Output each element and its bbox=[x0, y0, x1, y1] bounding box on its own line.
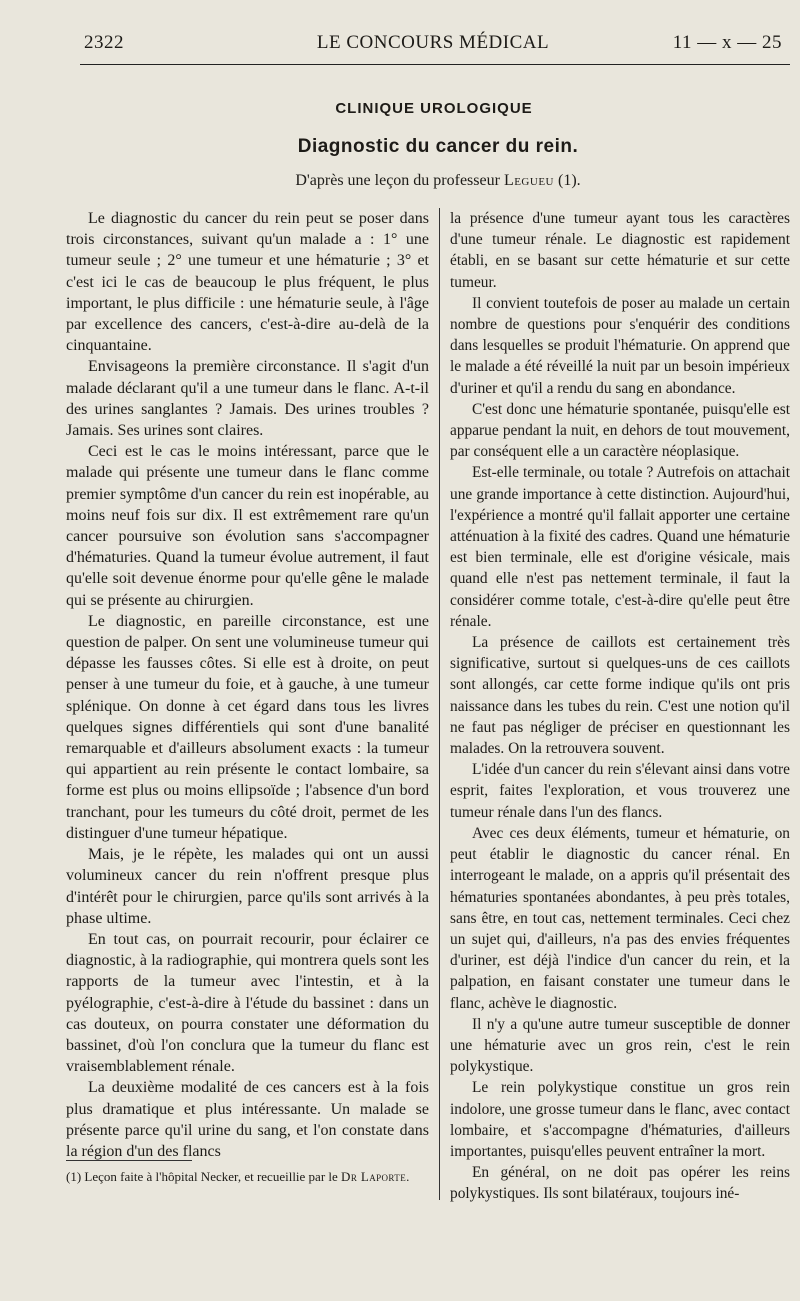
paragraph: Avec ces deux éléments, tumeur et hématurie, on peut établir le diagnostic du cancer rénal. En interrogeant le malade, on a appris qu'il présentait des hématuries spontanées abondantes, à peu près totales, sans être, en tout cas, nettement terminales. Ceci chez un sujet qui, d'ailleurs, n'a pas des envies fréquentes d'uriner, est déjà l'indice d'un cancer du rein, et la palpation, en faisant constater une tumeur dans le flanc, achève le diagnostic. bbox=[450, 824, 790, 1012]
paragraph: Envisageons la première circonstance. Il s'agit d'un malade déclarant qu'il a une tumeur dans le flanc. A-t-il des urines sanglantes ? Jamais. Des urines troubles ? Jamais. Ses urines sont claires. bbox=[66, 358, 429, 440]
paragraph: Le diagnostic du cancer du rein peut se poser dans trois circonstances, suivant qu'un malade a : 1° une tumeur seule ; 2° une tumeur et une hématurie ; 3° et c'est ici le cas de beaucoup le plus fréquent, le plus important, le plus difficile : une hématurie seule, à l'âge par excellence des cancers, c'est-à-dire au-delà de la cinquantaine. bbox=[66, 210, 429, 355]
column-divider bbox=[439, 208, 440, 1200]
footnote-author: Dr Laporte. bbox=[341, 1169, 410, 1184]
paragraph: Le rein polykystique constitue un gros rein indolore, une grosse tumeur dans le flanc, avec contact lombaire, et s'accompagne d'hématuries, d'ailleurs importantes, puisqu'elles peuvent entraîner la mort. bbox=[450, 1079, 790, 1160]
paragraph: C'est donc une hématurie spontanée, puisqu'elle est apparue pendant la nuit, en dehors de tout mouvement, par conséquent elle a un caractère néoplasique. bbox=[450, 400, 790, 461]
paragraph: L'idée d'un cancer du rein s'élevant ainsi dans votre esprit, faites l'exploration, et vous trouverez une tumeur rénale dans l'un des flancs. bbox=[450, 761, 790, 821]
running-head bbox=[84, 32, 782, 62]
footnote-rule bbox=[66, 1160, 192, 1161]
paragraph: Ceci est le cas le moins intéressant, parce que le malade qui présente une tumeur dans le flanc comme premier symptôme d'un cancer du rein est inopérable, au moins neuf fois sur dix. Il est extrêmement rare qu'un cancer poursuive son évolution sans s'accompagner d'hématuries. Quand la tumeur évolue autrement, il faut qu'elle soit devenue énorme pour qu'elle gêne le malade qui se présente au chirurgien. bbox=[66, 443, 429, 609]
article-title: Diagnostic du cancer du rein. bbox=[297, 136, 579, 157]
page-number: 2322 bbox=[84, 32, 124, 53]
section-title: CLINIQUE UROLOGIQUE bbox=[335, 100, 533, 117]
header-rule bbox=[80, 64, 790, 65]
issue-date: 11 — x — 25 bbox=[672, 32, 782, 53]
paragraph: En général, on ne doit pas opérer les reins polykystiques. Ils sont bilatéraux, toujours iné- bbox=[450, 1164, 790, 1203]
footnote-text: (1) Leçon faite à l'hôpital Necker, et recueillie par le bbox=[66, 1169, 338, 1184]
right-column bbox=[450, 208, 790, 1208]
paragraph: La deuxième modalité de ces cancers est à la fois plus dramatique et plus intéressante. Un malade se présente parce qu'il urine du sang, et l'on constate dans la région d'un des flancs bbox=[66, 1079, 429, 1160]
footnote-reference: (1). bbox=[557, 172, 581, 189]
paragraph: Est-elle terminale, ou totale ? Autrefois on attachait une grande importance à cette distinction. Aujourd'hui, l'expérience a montré qu'il fallait apporter une certaine atténuation à la fixité des cadres. Quand une hématurie est bien terminale, elle est d'origine vésicale, mais quand elle n'est pas nettement terminale, il faut la considérer comme totale, c'est-à-dire qu'elle peut être rénale. bbox=[450, 464, 790, 630]
paragraph: Il convient toutefois de poser au malade un certain nombre de questions pour s'enquérir des conditions dans lesquelles se produit l'hématurie. On apprend que le malade a été réveillé la nuit par un besoin impérieux d'uriner et qu'il a rendu du sang en abondance. bbox=[450, 294, 790, 397]
paragraph: La présence de caillots est certainement très significative, surtout si quelques-uns de ces caillots sont allongés, car cette forme indique qu'ils ont pris naissance dans les tubes du rein. C'est une notion qu'il ne faut pas négliger de préciser en questionnant les malades. On la retrouvera souvent. bbox=[450, 634, 790, 758]
paragraph: Le diagnostic, en pareille circonstance, est une question de palper. On sent une volumineuse tumeur qui dépasse les fausses côtes. Si elle est à droite, on peut penser à une tumeur du foie, et à gauche, à une tumeur splénique. On donne à cet égard dans tous les livres quelques signes différentiels qui sont d'une banalité remarquable et d'ailleurs absolument exacts : la tumeur qui appartient au rein présente le contact lombaire, sa forme est plus ou moins ellipsoïde ; l'absence d'un bord tranchant, pour les tumeurs du côté droit, permet de les distinguer d'une tumeur hépatique. bbox=[66, 612, 429, 842]
byline-prefix: D'après une leçon du professeur bbox=[295, 172, 500, 189]
journal-title: LE CONCOURS MÉDICAL bbox=[316, 32, 550, 53]
paragraph: En tout cas, on pourrait recourir, pour éclairer ce diagnostic, à la radiographie, qui montrera quels sont les rapports de la tumeur avec l'intestin, et à la pyélographie, c'est-à-dire à l'étude du bassinet : dans un cas douteux, on pourra constater une déformation du bassinet, d'où l'on conclura que la tumeur du flanc est vraisemblablement rénale. bbox=[66, 930, 429, 1076]
footnote bbox=[66, 1168, 432, 1185]
paragraph: Mais, je le répète, les malades qui ont un aussi volumineux cancer du rein n'offrent presque plus d'intérêt pour le chirurgien, parce qu'ils sont arrivés à la phase ultime. bbox=[66, 846, 429, 927]
paragraph: Il n'y a qu'une autre tumeur susceptible de donner une hématurie avec un gros rein, c'est le rein polykystique. bbox=[450, 1015, 790, 1076]
byline-author: Legueu bbox=[503, 172, 554, 189]
byline bbox=[0, 172, 800, 190]
paragraph: la présence d'une tumeur ayant tous les caractères d'une tumeur rénale. Le diagnostic est rapidement établi, en se basant sur cette hématurie et sur cette tumeur. bbox=[450, 210, 790, 291]
left-column bbox=[66, 208, 429, 1162]
